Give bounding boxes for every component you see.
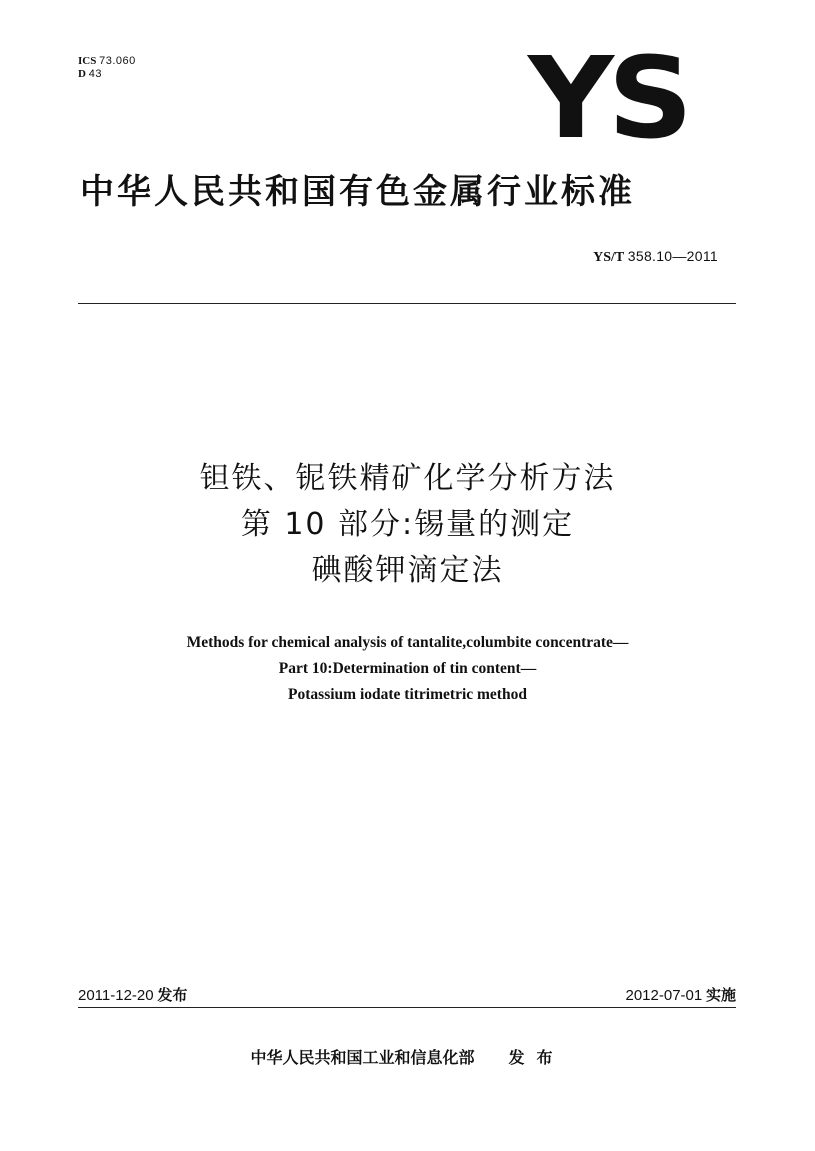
ics-label: ICS <box>78 55 97 67</box>
issue-date <box>78 985 187 1006</box>
standard-prefix: YS/T <box>593 250 625 265</box>
implement-date <box>626 985 737 1006</box>
issuer-action: 发布 <box>508 1048 565 1067</box>
standard-number <box>593 248 718 266</box>
issue-date-label: 发布 <box>157 986 188 1004</box>
chinese-title-line-3: 碘酸钾滴定法 <box>311 553 504 588</box>
ccs-code-line <box>78 68 136 81</box>
implement-date-value: 2012-07-01 <box>625 987 703 1004</box>
chinese-title-line-2: 第 10 部分:锡量的测定 <box>240 507 575 542</box>
ics-code: 73.060 <box>99 55 136 67</box>
ys-logo: YS <box>528 34 687 164</box>
standard-code: 358.10—2011 <box>627 248 718 264</box>
chinese-title <box>0 456 815 594</box>
english-title <box>0 630 815 708</box>
issuer-name: 中华人民共和国工业和信息化部 <box>250 1048 475 1067</box>
implement-date-label: 实施 <box>705 986 736 1004</box>
english-title-line-1: Methods for chemical analysis of tantalite,columbite concentrate— <box>186 634 629 651</box>
classification-codes <box>78 55 136 81</box>
ccs-code: 43 <box>88 68 102 80</box>
chinese-title-line-1: 钽铁、铌铁精矿化学分析方法 <box>199 461 616 496</box>
ccs-label: D <box>78 68 86 80</box>
issuer-line <box>0 1047 815 1069</box>
issuing-organization-title: 中华人民共和国有色金属行业标准 <box>80 172 635 212</box>
english-title-line-2: Part 10:Determination of tin content— <box>278 660 537 677</box>
footer-divider <box>78 1007 736 1008</box>
english-title-line-3: Potassium iodate titrimetric method <box>288 686 527 703</box>
issue-date-value: 2011-12-20 <box>78 987 154 1004</box>
header-divider <box>78 303 736 304</box>
ics-code-line <box>78 55 136 68</box>
